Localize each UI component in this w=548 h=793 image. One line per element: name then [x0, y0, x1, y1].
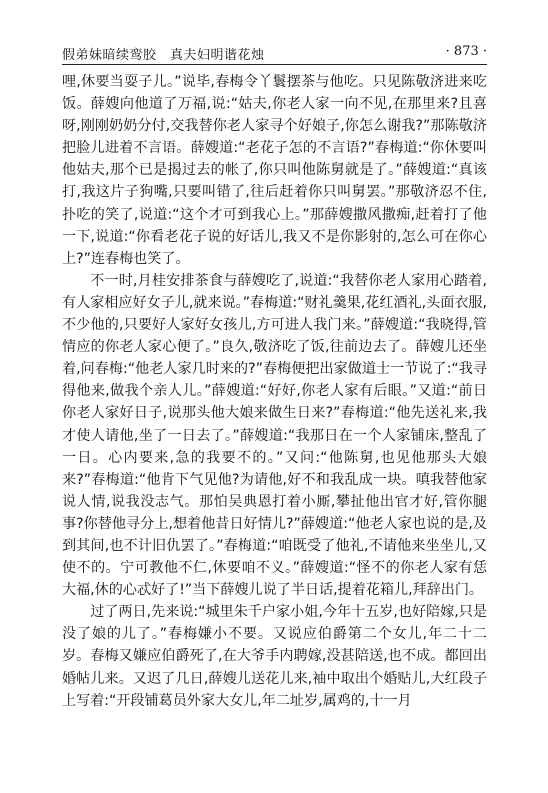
body-text [62, 71, 487, 712]
running-header [62, 44, 487, 62]
header-rule [62, 64, 487, 65]
chapter-title: 假弟妹暗续鸾胶 真夫妇明谐花烛 [62, 48, 265, 63]
paragraph-1: 哩,休要当耍子儿。”说毕,春梅令丫鬟摆茶与他吃。只见陈敬济进来吃饭。薛嫂向他道了万福,说:“姑夫,你老人家一向不见,在那里来?且喜呀,刚刚奶奶分付,交我替你老人家寻个好娘子,你怎么谢我?”那陈敬济把脸儿进着不言语。薛嫂道:“老花子怎的不言语?”春梅道:“你休要叫他姑夫,那个已是揭过去的帐了,你只叫他陈舅就是了。”薛嫂道:“真该打,我这片子狗嘴,只要叫错了,往后赶着你只叫舅罢。”那敬济忍不住,扑吃的笑了,说道:“这个才可到我心上。”那薛嫂撒风撒痴,赶着打了他一下,说道:“你看老花子说的好话儿,我又不是你影射的,怎么可在你心上?”连春梅也笑了。 [62, 74, 487, 267]
paragraph-3: 过了两日,先来说:“城里朱千户家小姐,今年十五岁,也好陪嫁,只是没了娘的儿了。”春梅嫌小不要。又说应伯爵第二个女儿,年二十二岁。春梅又嫌应伯爵死了,在大爷手内聘嫁,没甚陪送,也不成。都回出婚帖儿来。又迟了几日,薛嫂儿送花儿来,袖中取出个婚贴儿,大红段子上写着:“开段铺葛员外家大女儿,年二址岁,属鸡的,十一月 [62, 604, 487, 709]
paragraph-2: 不一时,月桂安排茶食与薛嫂吃了,说道:“我替你老人家用心踏着,有人家相应好女子儿,就来说。”春梅道:“财礼羹果,花红酒礼,头面衣服,不少他的,只要好人家好女孩儿,方可进人我门来。”薛嫂道:“我晓得,管情应的你老人家心便了。”良久,敬济吃了饭,往前边去了。薛嫂儿还坐着,问春梅:“他老人家几时来的?”春梅便把出家做道士一节说了:“我寻得他来,做我个亲人儿。”薛嫂道:“好好,你老人家有后眼。”又道:“前日你老人家好日子,说那头他大娘来做生日来?”春梅道:“他先送礼来,我才使人请他,坐了一日去了。”薛嫂道:“我那日在一个人家铺床,整乱了一日。心内要来,急的我要不的。”又问:“他陈舅,也见他那头大娘来?”春梅道:“他肯下气见他?为请他,好不和我乱成一块。嗔我替他家说人情,说我没志气。那怕吴典恩打着小厮,攀扯他出官才好,管你腿事?你替他寻分上,想着他昔日好情儿?”薛嫂道:“他老人家也说的是,及到其间,也不计旧仇罢了。”春梅道:“咱既受了他礼,不请他来坐坐儿,又使不的。宁可教他不仁,休要咱不义。”薛嫂道:“怪不的你老人家有恁大福,休的心忒好了!”当下薛嫂儿说了半日话,提着花箱儿,拜辞出门。 [62, 272, 487, 599]
page-number: · 873 · [445, 44, 487, 59]
